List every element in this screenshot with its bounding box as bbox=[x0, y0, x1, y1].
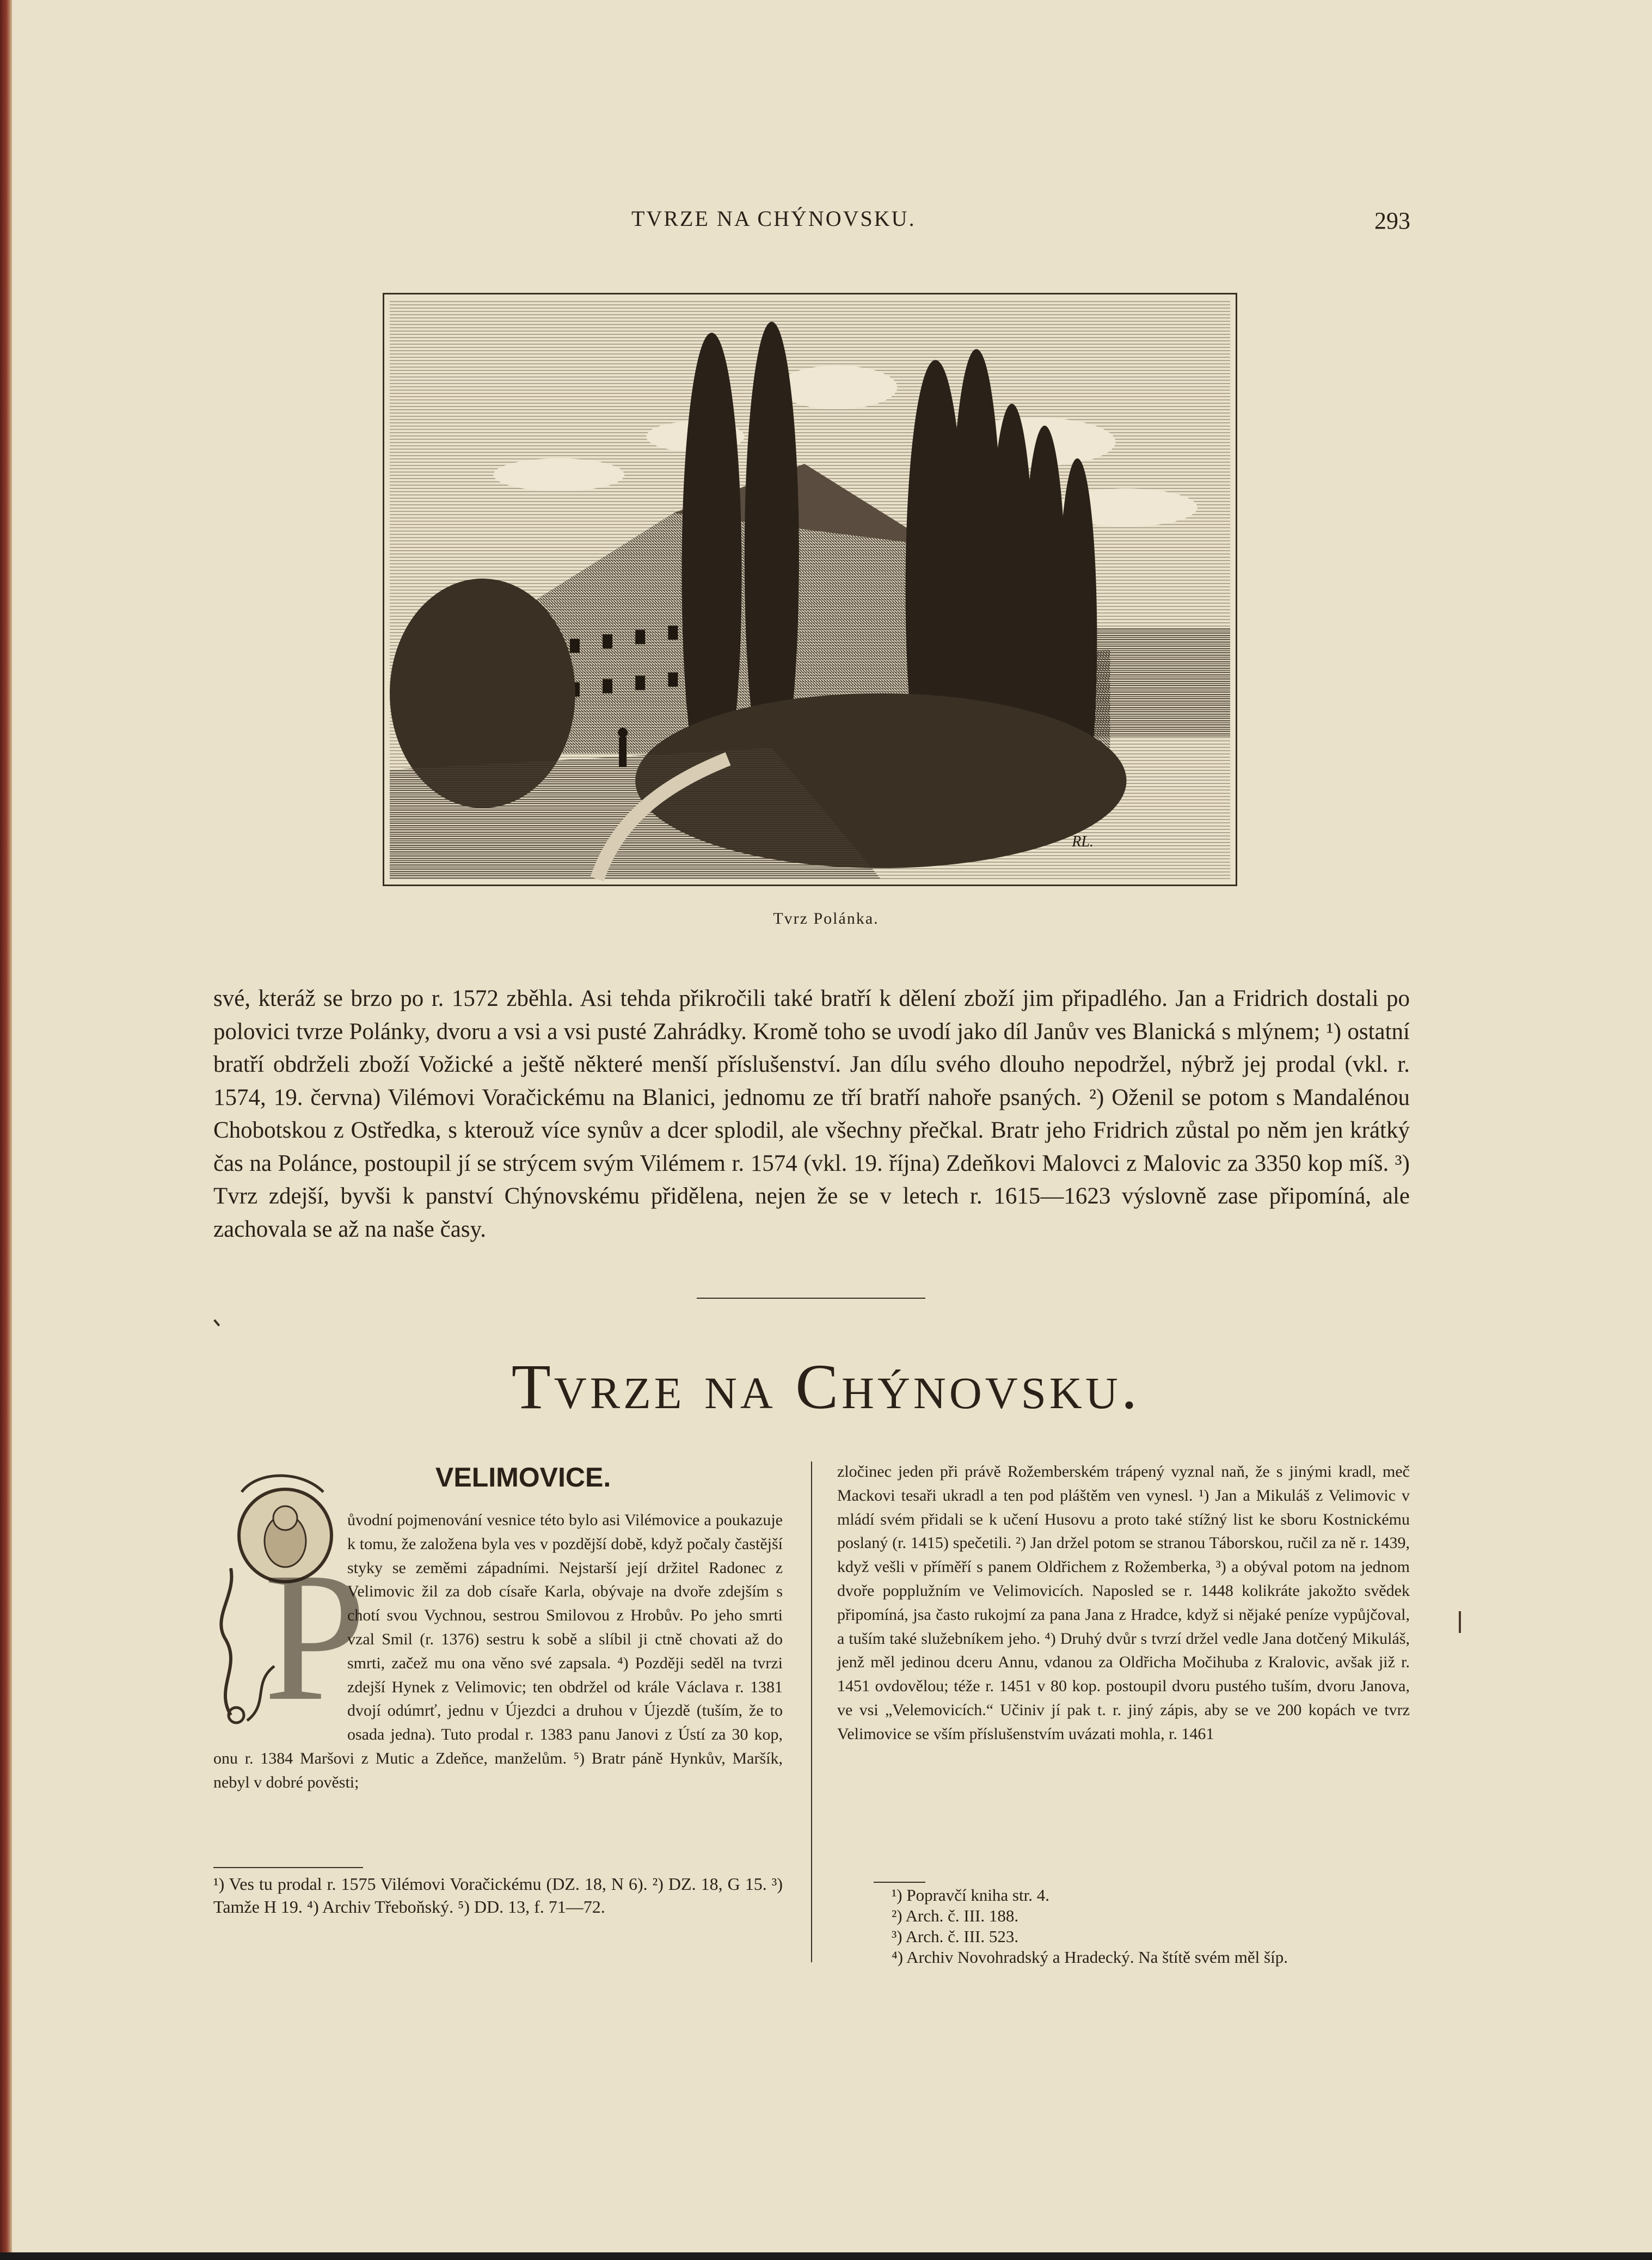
subheading-velimovice: VELIMOVICE. bbox=[435, 1462, 611, 1493]
body-paragraph bbox=[213, 982, 1410, 1246]
margin-mark bbox=[1459, 1611, 1461, 1633]
left-column bbox=[213, 1508, 783, 1795]
body-paragraph-text: své, kteráž se brzo po r. 1572 zběhla. Asi tehda přikročili také bratří k dělení zboží jim připadlého. Jan a Fridrich dostali po polovici tvrze Polánky, dvoru a vsi a vsi pusté Zahrádky. Kromě toho se uvodí jako díl Janův ves Blanická s mlýnem; ¹) ostatní bratří obdrželi zboží Vožické a ještě některé menší příslušenství. Jan dílu svého dlouho nepodržel, nýbrž jej prodal (vkl. r. 1574, 19. června) Vilémovi Voračickému na Blanici, jednomu ze tří bratří nahoře psaných. ²) Oženil se potom s Mandalénou Chobotskou z Ostředka, s kterouž více synův a dcer splodil, ale všechny přečkal. Bratr jeho Fridrich zůstal po něm jen krátký čas na Polánce, postoupil jí se strýcem svým Vilémem r. 1574 (vkl. 19. října) Zdeňkovi Malovci z Malovic za 3350 kop míš. ³) Tvrz zdejší, byvši k panství Chýnovskému přidělena, nejen že se v letech r. 1615—1623 výslovně zase připomíná, ale zachovala se až na naše časy. bbox=[213, 986, 1410, 1242]
footnote-rule-left bbox=[213, 1867, 363, 1868]
left-footnotes: ¹) Ves tu prodal r. 1575 Vilémovi Voračickému (DZ. 18, N 6). ²) DZ. 18, G 15. ³) Tamže H 19. ⁴) Archiv Třeboňský. ⁵) DD. 13, f. 71—72. bbox=[213, 1874, 783, 1917]
engraver-signature: RL. bbox=[1072, 833, 1094, 850]
ornamental-dropcap bbox=[209, 1459, 367, 1739]
footnote-item: ²) Arch. č. III. 188. bbox=[892, 1906, 1019, 1925]
engraving-illustration bbox=[390, 300, 1230, 879]
column-divider bbox=[811, 1461, 812, 1962]
engraving-tvrz-polanka bbox=[383, 293, 1237, 886]
footnote-item: ¹) Popravčí kniha str. 4. bbox=[892, 1886, 1049, 1905]
page-bottom-edge bbox=[0, 2252, 1652, 2260]
section-title: Tvrze na Chýnovsku. bbox=[511, 1351, 1141, 1422]
page-number: 293 bbox=[1374, 207, 1410, 234]
right-column-text: zločinec jeden při právě Rožemberském trápený vyznal naň, že s jinými kradl, meč Mackovi tesaři ukradl a ten pod pláštěm ven vynesl. ¹) Jan a Mikuláš z Velimovic v mládí svém přidali se k učení Husovu a proto také stížný list ke sboru Kostnickému poslaný (r. 1415) spečetili. ²) Jan držel potom se stranou Táborskou, ručil za ně r. 1439, když vešli v příměří s panem Oldřichem z Rožemberka, ³) a obýval potom na jednom dvoře popplužním ve Velimovicích. Naposled se r. 1448 kolikráte jakožto svědek připomíná, jsa často rukojmí za pana Jana z Hradce, když si nějaké peníze vypůjčoval, a tuším také služebníkem jeho. ⁴) Druhý dvůr s tvrzí držel vedle Jana dotčený Mikuláš, jenž měl jedinou dceru Annu, vdanou za Oldřicha Močihuba z Kralovic, avšak již r. 1451 ovdovělou; téže r. 1451 v 80 kop. postoupil dvoru pustého tuším, dvoru Janova, ve vsi „Velemovicích.“ Učiniv jí pak t. r. jiný zápis, aby se ve 200 kopách ve tvrz Velimovice se vším příslušenstvím uvázati mohla, r. 1461 bbox=[837, 1463, 1410, 1743]
footnote-rule-right bbox=[874, 1882, 925, 1883]
figure-person bbox=[619, 737, 627, 767]
right-column bbox=[837, 1460, 1410, 1746]
dropcap-ornament bbox=[209, 1459, 367, 1739]
book-spine-edge bbox=[0, 0, 12, 2260]
stray-mark bbox=[213, 1316, 224, 1326]
section-divider bbox=[697, 1298, 925, 1299]
right-footnotes bbox=[892, 1885, 1410, 1968]
footnote-item: ⁴) Archiv Novohradský a Hradecký. Na štítě svém měl šíp. bbox=[892, 1948, 1288, 1967]
footnote-item: ³) Arch. č. III. 523. bbox=[892, 1927, 1019, 1946]
figure-caption: Tvrz Polánka. bbox=[773, 910, 879, 928]
dropcap-letter: P bbox=[263, 1534, 367, 1739]
left-column-text: ůvodní pojmenování vesnice této bylo asi Vilémovice a poukazuje k tomu, že založena byla ves v pozdější době, když počaly častější styky se zeměmi západními. Nejstarší její držitel Radonec z Velimovic žil za dob císaře Karla, obývaje na dvoře zdejším s chotí svou Vychnou, sestrou Smilovou z Hrobův. Po jeho smrti vzal Smil (r. 1376) sestru k sobě a slíbil ji ctně chovati až do smrti, začež mu ona věno své zapsala. ⁴) Později seděl na tvrzi zdejší Hynek z Velimovic; ten obdržel od krále Václava r. 1381 dvojí odúmrť, jednu v Újezdci a druhou v Újezdě (tuším, že to osada jedna). Tuto prodal r. 1383 panu Janovi z Ústí za 30 kop, onu r. 1384 Maršovi z Mutic a Zdeňce, manželům. ⁵) Bratr páně Hynkův, Maršík, nebyl v dobré pověsti; bbox=[213, 1511, 783, 1791]
running-head: TVRZE NA CHÝNOVSKU. bbox=[631, 206, 916, 231]
